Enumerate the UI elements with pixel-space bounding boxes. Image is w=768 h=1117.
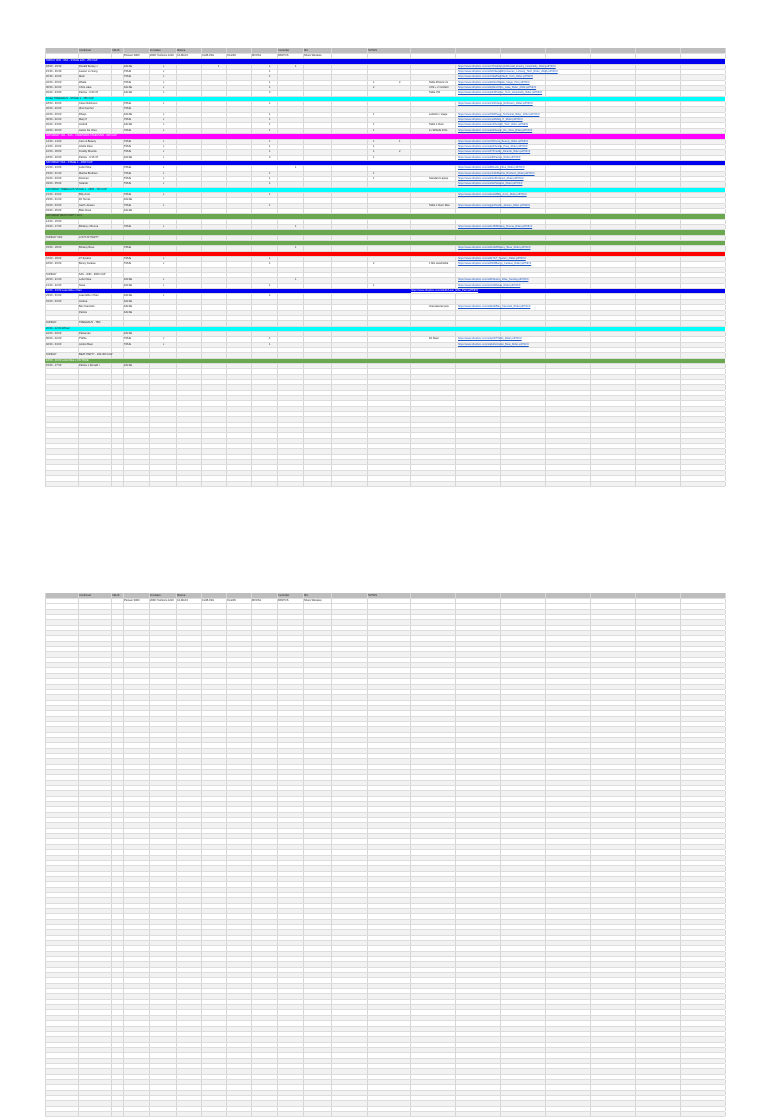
equip-count: 1 <box>269 70 271 74</box>
artist-name: Solardo <box>79 182 88 186</box>
confirmed-flag: TRUE <box>124 150 132 154</box>
celis-mark: x <box>163 155 165 159</box>
column-header: NOTES <box>368 594 377 597</box>
note-text: Table VIS <box>429 91 441 95</box>
celis-mark: x <box>163 123 165 127</box>
note-text: 1x SPACE FOG <box>429 128 448 132</box>
column-header: CELIS <box>112 49 120 52</box>
equip-count: 1 <box>269 294 271 298</box>
artist-name: DJ Tennis <box>79 198 91 202</box>
artist-name: Ben Kamoski <box>79 305 95 309</box>
column-header: NOTES <box>368 49 377 52</box>
artist-name: Martha Brothers <box>79 171 98 175</box>
note-text: Standard Laptop <box>429 176 449 180</box>
controller-count: 1 <box>373 144 375 148</box>
celis-mark: x <box>163 150 165 154</box>
equip-count: 1 <box>269 203 271 207</box>
celis-mark: x <box>163 257 165 261</box>
artist-name: Chris Lake <box>79 86 92 90</box>
celis-mark: x <box>163 225 165 228</box>
equip-count: 1 <box>269 123 271 127</box>
confirmed-flag: TRUE <box>124 337 132 341</box>
rider-link[interactable]: https://www.dropbox.com/s/tw23/TWhlo_Rider.pdf?dl=0 <box>458 337 522 341</box>
celis-mark: x <box>163 171 165 175</box>
set-time: 00:00 - 02:00 <box>46 118 62 122</box>
set-time: SUNDAY <box>46 321 57 325</box>
confirmed-flag: TRUE <box>124 80 132 84</box>
equip-count: 1 <box>269 182 271 186</box>
artist-name: Nosa <box>79 283 86 287</box>
set-time: 14:00 - 15:00 <box>46 219 62 223</box>
equipment-label: Cx38-X3G <box>202 54 215 57</box>
equip-count: 1 <box>269 118 271 122</box>
equip-count: 1 <box>269 102 271 106</box>
set-time: SUNDAY 10/2 <box>46 235 63 239</box>
confirmed-flag: FALSE <box>124 91 133 95</box>
artist-name: Wiada <box>79 80 87 84</box>
equip-count: 1 <box>269 64 271 68</box>
mic-count: 1 <box>399 139 401 143</box>
equipment-label: Shure Wireless <box>304 599 322 602</box>
mic-count: 2 <box>399 150 401 154</box>
confirmed-flag: TRUE <box>124 176 132 180</box>
confirmed-flag: FALSE <box>124 278 133 282</box>
rider-link[interactable]: https://www.dropbox.com/s/sl12/Solardo_Rider.pdf?dl=0 <box>458 182 523 186</box>
set-time: 03:00 - 05:00 <box>46 182 62 186</box>
equip-count: 1 <box>269 257 271 261</box>
rider-link[interactable]: https://www.dropbox.com/s/an3/Andrell_Tech_Rider.pdf?dl=0 <box>458 123 528 127</box>
rider-link[interactable]: https://www.dropbox.com/s/ap6/Arielle_Pass_Rider.pdf?dl=0 <box>458 144 528 148</box>
celis-mark: x <box>163 166 165 170</box>
equipment-label: PANTOS <box>278 599 289 602</box>
confirmed-flag: FALSE <box>124 112 133 116</box>
artist-name: Andrell <box>79 123 88 127</box>
rider-link[interactable]: https://www.dropbox.com/s/ns20/Nosa_Rider.pdf?dl=0 <box>458 283 521 287</box>
rider-link[interactable]: https://www.dropbox.com/s/ba13/Billy_Amin_Rider.pdf?dl=0 <box>458 192 527 196</box>
note-text: CO2 + 2 Confetti <box>429 86 449 90</box>
artist-name: TWhlo <box>79 337 87 341</box>
celis-mark: x <box>163 80 165 84</box>
celis-mark: x <box>163 128 165 132</box>
set-time: 03:00 - 05:00 <box>46 208 62 212</box>
section-title: SATURDAY TREEHAUS STAGE 1 - 2905 - 700 CAP <box>46 187 107 191</box>
celis-mark: x <box>163 144 165 148</box>
equipment-label: Xmic09 <box>227 54 236 57</box>
equip-count: 1 <box>269 112 271 116</box>
confirmed-flag: TRUE <box>124 128 132 132</box>
set-time: 23:00 - 01:00 <box>46 198 62 202</box>
set-time: 01:00 - 03:00 <box>46 176 62 180</box>
controller-count: 1 <box>373 123 375 127</box>
celis-mark: x <box>163 182 165 186</box>
confirmed-flag: TRUE <box>124 118 132 122</box>
set-time: 20:30 - 22:00 <box>46 75 62 79</box>
section-title: 18:00 - 20:00 Lebo Fifee x Chi TRUE <box>46 358 89 362</box>
equip-count: 1 <box>269 192 271 196</box>
rider-link[interactable]: https://www.dropbox.com/s/rr2ka8hq1/Medi_Tech_Rider.pdf?dl=0 <box>458 75 533 79</box>
section-title: Friday TREEHAUS - STAGE 1 - 350 CAP <box>46 96 94 100</box>
artist-name: Patrice - 6:15 4T <box>79 155 99 159</box>
celis-mark: x <box>163 118 165 122</box>
confirmed-flag: FALSE <box>124 283 133 287</box>
rider-link[interactable]: https://www.dropbox.com/s/lt17/LT_System_Rider.pdf?dl=0 <box>458 257 526 261</box>
confirmed-flag: FALSE <box>124 155 133 159</box>
controller-count: 2 <box>373 86 375 90</box>
controller-count: 1 <box>373 283 375 287</box>
rider-link[interactable]: https://www.dropbox.com/s/pt8/Patrice_Rider.pdf?dl=0 <box>458 155 521 159</box>
equipment-label: Xmic09 <box>227 599 236 602</box>
set-time: 22:00 - 00:00 <box>46 80 62 84</box>
column-header: Controller <box>278 49 290 52</box>
set-time: 12:00 - 14:00 <box>46 139 62 143</box>
set-time: 23:00 - 01:00 <box>46 294 62 298</box>
controller-count: 1 <box>373 150 375 154</box>
rider-link[interactable]: https://www.dropbox.com/s/mf7tzql3uxqtn/Ronald_Ensley_Hospitality_Rider.pdf?dl=0 <box>458 64 556 68</box>
note-text: Table #/Sonic int <box>429 80 449 84</box>
column-header: Controller <box>278 594 290 597</box>
rider-link[interactable]: https://www.dropbox.com/s/pt44/Patrice_Tech_Hospitality_Rider.pdf?dl=0 <box>458 91 543 95</box>
celis-mark: x <box>163 203 165 207</box>
equipment-label: MXOS1 <box>252 599 262 602</box>
column-header: Moisna <box>177 49 186 52</box>
artist-name: Pasteman <box>79 331 91 335</box>
equip-count: 1 <box>269 150 271 154</box>
rider-link[interactable]: https://www.dropbox.com/s/le21/Lean_Elbo_Pani.pdf?dl=0 <box>411 289 479 293</box>
column-header: Mic <box>304 594 309 597</box>
confirmed-flag: FALSE <box>124 305 133 309</box>
rider-link[interactable]: https://www.dropbox.com/s/dr11/Dorimeo_Rider.pdf?dl=0 <box>458 176 524 180</box>
confirmed-flag: TRUE <box>124 246 132 250</box>
equip-count: 1 <box>295 166 297 170</box>
equip-count: 1 <box>269 75 271 79</box>
section-title: SATURDAY 10/1 - 6AS - CAFETERIA TAKEOVER - 200 CAP <box>46 134 117 138</box>
artist-name: LT System <box>79 257 92 261</box>
rider-link[interactable]: https://www.dropbox.com/s/ad4/Austin_De_Vries_Rider.pdf?dl=0 <box>458 128 533 132</box>
artist-name: Billy Amin <box>79 192 91 196</box>
section-title: SATURDAY BEAT PARTY 10:3 <box>46 214 82 218</box>
rider-link[interactable]: https://www.dropbox.com/s/ab24/Andrei_Beat_Rider.pdf?dl=0 <box>458 342 529 346</box>
rider-link[interactable]: https://www.dropbox.com/s/mb10/Martha_Brothers_Rider.pdf?dl=0 <box>458 171 535 175</box>
confirmed-flag: TRUE <box>124 342 132 346</box>
artist-name: Austin De Vries <box>79 128 97 132</box>
artist-name: Garth Jansen <box>79 203 95 207</box>
artist-name: Patrice - 6:30 4T <box>79 91 99 95</box>
artist-name: Brittany Bess <box>79 246 95 250</box>
equipment-label: MXOS1 <box>252 54 262 57</box>
column-header: Confirmed <box>79 594 91 597</box>
confirmed-flag: TRUE <box>124 257 132 261</box>
controller-count: 1 <box>373 112 375 116</box>
artist-name: Maty P <box>79 118 88 122</box>
column-header: Confirmed <box>79 49 91 52</box>
equipment-label: CJ-MLK3 <box>177 599 188 602</box>
rider-link[interactable]: https://www.dropbox.com/s/mp2/Maty_P_Rider.pdf?dl=0 <box>458 118 523 122</box>
set-time: 02:00 - 04:00 <box>46 91 62 95</box>
equip-count: 1 <box>295 225 297 228</box>
controller-count: 1 <box>373 80 375 84</box>
rider-link[interactable]: https://www.dropbox.com/s/cb5/Cero_Beauty_Rider.pdf?dl=0 <box>458 139 528 143</box>
equipment-label: CJ-MLK3 <box>177 54 188 57</box>
set-time: 15:00 - 18:00 <box>46 246 62 250</box>
set-time: 00:00 - 02:00 <box>46 86 62 90</box>
confirmed-flag: TRUE <box>124 102 132 106</box>
celis-mark: x <box>163 64 165 68</box>
note-text: Table 1 Floor Mon <box>429 203 450 207</box>
celis-mark: x <box>163 192 165 196</box>
artist-name: Medi <box>79 75 85 79</box>
equip-count: 1 <box>269 144 271 148</box>
controller-count: 1 <box>373 176 375 180</box>
set-time: 21:00 - 23:00 <box>46 192 62 196</box>
artist-name: Freddy Ricardo <box>79 150 97 154</box>
artist-name: LOOT AT PARTY <box>79 235 99 239</box>
controller-count: 1 <box>373 171 375 175</box>
artist-name: Lauren Lo Sung <box>79 70 98 74</box>
confirmed-flag: TRUE <box>124 171 132 175</box>
celis-mark: x <box>163 112 165 116</box>
set-time: 22:00 - 00:00 <box>46 112 62 116</box>
empty-row <box>45 1112 725 1117</box>
set-time: 18:00 - 20:00 <box>46 262 62 266</box>
celis-mark: x <box>163 283 165 287</box>
confirmed-flag: TRUE <box>124 166 132 170</box>
artist-name: TREEHAUS - TBC <box>79 321 101 325</box>
artist-name: 6AS - 2ND - 3000 CAP <box>79 273 106 277</box>
set-time: 19:30 - 20:30 <box>46 70 62 74</box>
artist-name: Arielle Pass <box>79 144 93 148</box>
equip-count: 1 <box>295 64 297 68</box>
rider-link[interactable]: https://www.dropbox.com/s/cr19/Cleve_Robinson_Rider.pdf?dl=0 <box>458 102 533 106</box>
rider-link[interactable]: https://www.dropbox.com/s/kp91x/Chris_Lake_Rider_2022.pdf?dl=0 <box>458 86 537 90</box>
controller-count: 1 <box>373 128 375 132</box>
artist-name: BEAT PARTY - 200-300 CAP <box>79 353 113 357</box>
artist-name: Andrei Beat <box>79 342 93 346</box>
confirmed-flag: FALSE <box>124 310 133 314</box>
set-time: 02:00 - 04:00 <box>46 342 62 346</box>
confirmed-flag: TRUE <box>124 182 132 186</box>
confirmed-flag: FALSE <box>124 208 133 212</box>
set-time: 18:00 - 20:00 <box>46 102 62 106</box>
section-title: 20:00 - 22:00 Whoa! <box>46 326 70 330</box>
set-time: SUNDAY <box>46 353 57 357</box>
artist-name: Brittany x Bruma <box>79 225 99 228</box>
column-header: Frontalex <box>150 594 161 597</box>
section-title: 22:00 - 23:00 Lean Elbo x Pani <box>46 289 82 293</box>
equip-count: 1 <box>269 80 271 84</box>
confirmed-flag: TRUE <box>124 225 132 228</box>
artist-name: Bliss Rose <box>79 208 92 212</box>
confirmed-flag: FALSE <box>124 123 133 127</box>
column-header: Mic <box>304 49 309 52</box>
equipment-label: Cx38-X3G <box>202 599 215 602</box>
column-header: CELIS <box>112 594 120 597</box>
section-title: FRIDAY 9/30 - 6AS - STAGE 2AS - 250 CAP <box>46 59 98 63</box>
artist-name: Patrice x Ronald I <box>79 363 100 367</box>
celis-mark: x <box>163 86 165 90</box>
equip-count: 1 <box>269 283 271 287</box>
empty-row <box>45 482 725 487</box>
equip-count: 4 <box>269 155 271 159</box>
set-time: 00:00 - 02:00 <box>46 337 62 341</box>
artist-name: Patrice <box>79 310 88 314</box>
confirmed-flag: TRUE <box>124 139 132 143</box>
confirmed-flag: TRUE <box>124 144 132 148</box>
set-time: 15:00 - 17:00 <box>46 363 62 367</box>
equipment-label: Shure Wireless <box>304 54 322 57</box>
set-time: 20:00 - 21:00 <box>46 278 62 282</box>
confirmed-flag: FALSE <box>124 299 133 303</box>
equip-count: 1 <box>269 128 271 132</box>
equipment-label: 2000: Technics 1210 <box>150 599 174 602</box>
note-text: 1 Mic wired/Hiral <box>429 262 449 266</box>
set-time: 18:00 - 19:30 <box>46 64 62 68</box>
section-title: SATURDAY 6AS - STAGE 1 - 2000 CAP <box>46 160 93 164</box>
confirmed-flag: TRUE <box>124 203 132 207</box>
set-time: 15:00 - 17:00 <box>46 225 62 228</box>
set-time: 20:00 - 22:00 <box>46 107 62 111</box>
artist-name: Dorimeo <box>79 176 89 180</box>
celis-mark: x <box>163 294 165 298</box>
equip-count: 1 <box>269 337 271 341</box>
equip-count: 1 <box>269 176 271 180</box>
set-time: 18:00 - 20:00 <box>46 155 62 159</box>
set-time: 23:00 - 01:00 <box>46 171 62 175</box>
set-time: 16:00 - 18:00 <box>46 257 62 261</box>
rider-link[interactable]: https://www.dropbox.com/s/bx15/Brittany_Bruma_Rider.pdf?dl=0 <box>458 225 533 228</box>
celis-mark: x <box>163 102 165 106</box>
rider-link[interactable]: https://www.dropbox.com/s/a9z2c/Wiada_Stage_Plot.pdf?dl=0 <box>458 80 530 84</box>
controller-count: 2 <box>373 262 375 266</box>
rider-link[interactable]: https://www.dropbox.com/s/lf9/Lebo_Fifee_Rider.pdf?dl=0 <box>458 166 525 170</box>
celis-mark: x <box>163 278 165 282</box>
confirmed-flag: FALSE <box>124 294 133 298</box>
equip-count: 1 <box>269 342 271 346</box>
mic-count: 2 <box>399 80 401 84</box>
confirmed-flag: FALSE <box>124 331 133 335</box>
equip-count: 1 <box>269 171 271 175</box>
celis-mark: x <box>163 337 165 341</box>
artist-name: Lebo Fifee <box>79 166 92 170</box>
note-text: DJ Riser <box>429 337 439 341</box>
celis-mark: x <box>163 176 165 180</box>
equipment-label: 2000: Technics 1210 <box>150 54 174 57</box>
rider-link[interactable]: https://www.dropbox.com/s/rh6/Rhays_Technical_Rider_2022.pdf?dl=0 <box>458 112 540 116</box>
equip-count: 1 <box>295 278 297 282</box>
confirmed-flag: TRUE <box>124 262 132 266</box>
column-header: Moisna <box>177 594 186 597</box>
note-text: International pow <box>429 305 449 309</box>
celis-mark: x <box>163 262 165 266</box>
confirmed-flag: FALSE <box>124 86 133 90</box>
equip-count: 1 <box>269 139 271 143</box>
set-time: 01:00 - 03:00 <box>46 299 62 303</box>
artist-name: Lebo Fifee <box>79 278 92 282</box>
set-time: 02:00 - 04:00 <box>46 123 62 127</box>
rider-link[interactable]: https://www.dropbox.com/s/bb16/Brittany_Bess_Rider.pdf?dl=0 <box>458 246 531 250</box>
equip-count: 1 <box>269 86 271 90</box>
confirmed-flag: TRUE <box>124 75 132 79</box>
artist-name: Ronald Ensley x <box>79 64 98 68</box>
confirmed-flag: TRUE <box>124 107 132 111</box>
rider-link[interactable]: https://www.dropbox.com/s/h2fv9eq2rkfzp/Lauren_LoSung_Tech_Rider_2022.pdf?dl=0 <box>458 70 558 74</box>
celis-mark: x <box>163 70 165 74</box>
equip-count: 1 <box>218 64 220 68</box>
celis-mark: x <box>163 91 165 95</box>
celis-mark: x <box>163 342 165 346</box>
equip-count: 1 <box>269 262 271 266</box>
rider-link[interactable]: https://www.dropbox.com/s/lf19/Lebo_Fifee_Sunday.pdf?dl=0 <box>458 278 529 282</box>
rider-link[interactable]: https://www.dropbox.com/s/bk22/Ben_Kamoski_Rider.pdf?dl=0 <box>458 305 531 309</box>
set-time: 22:00 - 00:00 <box>46 331 62 335</box>
set-time: SUNDAY <box>46 273 57 277</box>
controller-count: 1 <box>373 155 375 159</box>
rider-link[interactable]: https://www.dropbox.com/s/bf18/Benny_Fedese_Rider.pdf?dl=0 <box>458 262 532 266</box>
set-time: 01:00 - 03:00 <box>46 203 62 207</box>
equipment-label: Pioneer 3000 <box>124 54 140 57</box>
sheet-page-2 <box>45 593 725 1117</box>
equipment-label: PANTOS <box>278 54 289 57</box>
set-time: 04:00 - 06:00 <box>46 128 62 132</box>
equip-count: 4 <box>269 91 271 95</box>
artist-name: Idris Kamhot <box>79 107 94 111</box>
set-time: 16:00 - 18:00 <box>46 150 62 154</box>
confirmed-flag: TRUE <box>124 70 132 74</box>
artist-name: Benny Fedese <box>79 262 96 266</box>
artist-name: Cleve Robinson <box>79 102 98 106</box>
confirmed-flag: TRUE <box>124 192 132 196</box>
equipment-label: Pioneer 3000 <box>124 599 140 602</box>
artist-name: Lean Elbo x Pani <box>79 294 99 298</box>
rider-link[interactable]: https://www.dropbox.com/s/gj14/Garth_Jansen_Rider.pdf?dl=0 <box>458 203 530 207</box>
note-text: Table 1 Floor <box>429 123 444 127</box>
set-time: 14:00 - 16:00 <box>46 144 62 148</box>
rider-link[interactable]: https://www.dropbox.com/s/fr7/Freddy_Ricardo_Rider.pdf?dl=0 <box>458 150 531 154</box>
artist-name: Cero & Beauty <box>79 139 96 143</box>
set-time: 21:00 - 22:00 <box>46 283 62 287</box>
equip-count: 1 <box>295 246 297 250</box>
set-time: 21:00 - 23:00 <box>46 166 62 170</box>
confirmed-flag: FALSE <box>124 64 133 68</box>
artist-name: Andrea <box>79 299 88 303</box>
column-header: Frontalex <box>150 49 161 52</box>
celis-mark: x <box>163 139 165 143</box>
celis-mark: x <box>163 75 165 79</box>
sheet-page-1 <box>45 48 725 487</box>
confirmed-flag: FALSE <box>124 363 133 367</box>
note-text: subwfrm / stage <box>429 112 448 116</box>
controller-count: 1 <box>373 139 375 143</box>
confirmed-flag: FALSE <box>124 198 133 202</box>
artist-name: Rhays <box>79 112 87 116</box>
